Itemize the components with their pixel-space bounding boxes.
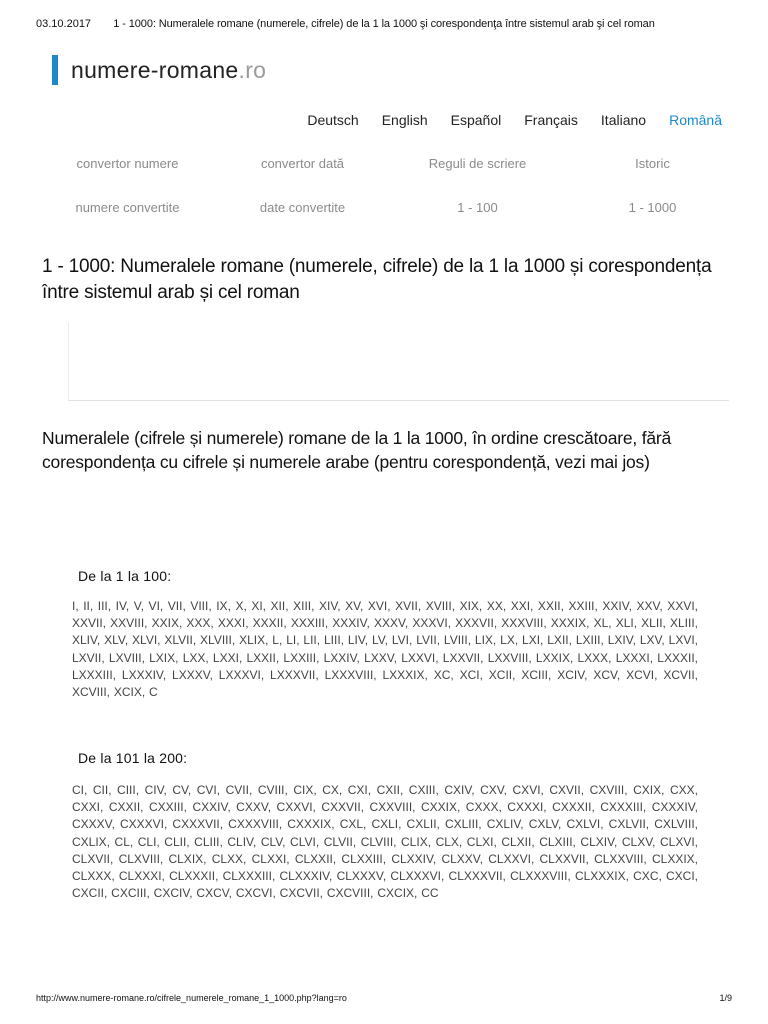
lang-link-romana[interactable]: Română bbox=[669, 112, 722, 128]
print-header bbox=[36, 18, 732, 32]
menu-link-date-convertite[interactable]: date convertite bbox=[259, 200, 346, 215]
ad-placeholder bbox=[68, 322, 729, 401]
lang-link-francais[interactable]: Français bbox=[524, 112, 578, 128]
main-menu-row-2 bbox=[40, 200, 740, 215]
print-document-title: 1 - 1000: Numeralele romane (numerele, cifrele) de la 1 la 1000 şi corespondenţa între sistemul arab şi cel roman bbox=[113, 18, 655, 30]
menu-link-convertor-numere[interactable]: convertor numere bbox=[76, 156, 179, 171]
logo-tld: .ro bbox=[238, 56, 267, 83]
logo-name: numere-romane bbox=[71, 56, 239, 83]
print-page-number: 1/9 bbox=[719, 993, 732, 1003]
language-nav bbox=[284, 112, 722, 128]
site-logo[interactable] bbox=[52, 55, 266, 85]
range-heading-1-100: De la 1 la 100: bbox=[78, 568, 172, 584]
menu-link-istoric[interactable]: Istoric bbox=[635, 156, 670, 171]
main-menu-row-1 bbox=[40, 156, 740, 171]
lang-link-english[interactable]: English bbox=[381, 112, 428, 128]
menu-link-1-100[interactable]: 1 - 100 bbox=[457, 200, 498, 215]
menu-link-reguli-de-scriere[interactable]: Reguli de scriere bbox=[428, 156, 527, 171]
numerals-list-101-200: CI, CII, CIII, CIV, CV, CVI, CVII, CVIII, CIX, CX, CXI, CXII, CXIII, CXIV, CXV, CXVI, CXVII, CXVIII, CXIX, CXX, CXXI, CXXII, CXXIII, CXXIV, CXXV, CXXVI, CXXVII, CXXVIII, CXXIX, CXXX, CXXXI, CXXXII, CXXXIII, CXXXIV, CXXXV, CXXXVI, CXXXVII, CXXXVIII, CXXXIX, CXL, CXLI, CXLII, CXLIII, CXLIV, CXLV, CXLVI, CXLVII, CXLVIII, CXLIX, CL, CLI, CLII, CLIII, CLIV, CLV, CLVI, CLVII, CLVIII, CLIX, CLX, CLXI, CLXII, CLXIII, CLXIV, CLXV, CLXVI, CLXVII, CLXVIII, CLXIX, CLXX, CLXXI, CLXXII, CLXXIII, CLXXIV, CLXXV, CLXXVI, CLXXVII, CLXXVIII, CLXXIX, CLXXX, CLXXXI, CLXXXII, CLXXXIII, CLXXXIV, CLXXXV, CLXXXVI, CLXXXVII, CLXXXVIII, CLXXXIX, CXC, CXCI, CXCII, CXCIII, CXCIV, CXCV, CXCVI, CXCVII, CXCVIII, CXCIX, CC bbox=[72, 783, 698, 901]
range-heading-101-200: De la 101 la 200: bbox=[78, 750, 188, 766]
numerals-list-1-100: I, II, III, IV, V, VI, VII, VIII, IX, X, XI, XII, XIII, XIV, XV, XVI, XVII, XVIII, XIX, XX, XXI, XXII, XXIII, XXIV, XXV, XXVI, XXVII, XXVIII, XXIX, XXX, XXXI, XXXII, XXXIII, XXXIV, XXXV, XXXVI, XXXVII, XXXVIII, XXXIX, XL, XLI, XLII, XLIII, XLIV, XLV, XLVI, XLVII, XLVIII, XLIX, L, LI, LII, LIII, LIV, LV, LVI, LVII, LVIII, LIX, LX, LXI, LXII, LXIII, LXIV, LXV, LXVI, LXVII, LXVIII, LXIX, LXX, LXXI, LXXII, LXXIII, LXXIV, LXXV, LXXVI, LXXVII, LXXVIII, LXXIX, LXXX, LXXXI, LXXXII, LXXXIII, LXXXIV, LXXXV, LXXXVI, LXXXVII, LXXXVIII, LXXXIX, XC, XCI, XCII, XCIII, XCIV, XCV, XCVI, XCVII, XCVIII, XCIX, C bbox=[72, 599, 698, 700]
print-date: 03.10.2017 bbox=[36, 18, 92, 30]
logo-text bbox=[71, 57, 266, 84]
lang-link-deutsch[interactable]: Deutsch bbox=[307, 112, 359, 128]
menu-link-convertor-data[interactable]: convertor dată bbox=[260, 156, 345, 171]
menu-link-1-1000[interactable]: 1 - 1000 bbox=[628, 200, 677, 215]
section-title: Numeralele (cifrele și numerele) romane de la 1 la 1000, în ordine crescătoare, fără corespondența cu cifrele și numerele arabe (pentru corespondență, vezi mai jos) bbox=[42, 428, 672, 472]
menu-link-numere-convertite[interactable]: numere convertite bbox=[75, 200, 180, 215]
lang-link-italiano[interactable]: Italiano bbox=[600, 112, 647, 128]
page-title: 1 - 1000: Numeralele romane (numerele, cifrele) de la 1 la 1000 și corespondența între sistemul arab și cel roman bbox=[42, 256, 712, 303]
logo-bar-icon bbox=[52, 55, 58, 85]
print-url: http://www.numere-romane.ro/cifrele_numerele_romane_1_1000.php?lang=ro bbox=[36, 993, 347, 1003]
lang-link-espanol[interactable]: Español bbox=[450, 112, 502, 128]
